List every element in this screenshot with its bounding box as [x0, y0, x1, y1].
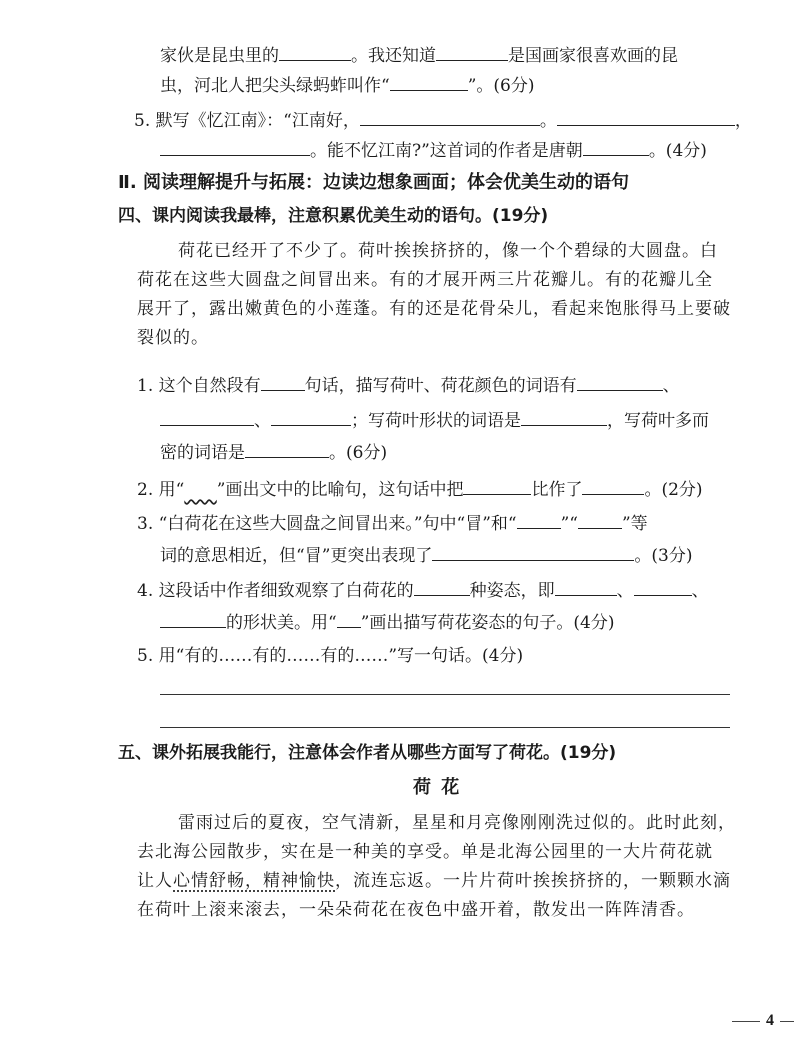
- text: 密的词语是: [160, 443, 245, 463]
- s4-q5: 5. 用“有的……有的……有的……”写一句话。(4分): [137, 646, 524, 666]
- answer-blank[interactable]: [432, 543, 634, 561]
- s4-q1-line-3: [160, 440, 387, 464]
- text: 。(4分): [648, 141, 707, 161]
- text: ”画出文中的比喻句，这句话中把: [216, 480, 464, 500]
- section-4-title: 四、课内阅读我最棒，注意积累优美生动的语句。(19分): [118, 206, 549, 226]
- q5-dictation-line-2: [160, 138, 707, 162]
- divider: [780, 1021, 794, 1022]
- answer-blank[interactable]: [578, 511, 622, 529]
- text: 、: [254, 411, 271, 431]
- answer-blank[interactable]: [414, 578, 470, 596]
- q4-cont-line-1: [160, 43, 678, 67]
- page-number: [726, 1012, 800, 1030]
- page-number-text: 4: [766, 1012, 774, 1029]
- text: 。(3分): [634, 546, 693, 566]
- text: 5. 默写《忆江南》：“江南好，: [134, 111, 360, 131]
- text: 比作了: [531, 480, 583, 500]
- text: 。(2分): [644, 480, 703, 500]
- text: 词的意思相近，但“冒”更突出表现了: [160, 546, 433, 566]
- passage-line: [137, 870, 731, 892]
- answer-blank[interactable]: [577, 373, 663, 391]
- text: 1. 这个自然段有: [137, 376, 261, 396]
- text: 。我还知道: [351, 46, 436, 66]
- text: 让人: [137, 871, 173, 891]
- dotted-underline-text: 心情舒畅，精神愉快: [173, 871, 335, 891]
- wavy-line-mark: [184, 480, 216, 500]
- s4-q1-line-2: [160, 408, 709, 432]
- answer-blank[interactable]: [360, 108, 540, 126]
- answer-blank[interactable]: [555, 578, 617, 596]
- answer-blank[interactable]: [261, 373, 305, 391]
- text: 是国画家很喜欢画的昆: [508, 46, 678, 66]
- text: ，流连忘返。一片片荷叶挨挨挤挤的，一颗颗水滴: [335, 871, 731, 891]
- answer-blank[interactable]: [390, 73, 468, 91]
- text: 3. “白荷花在这些大圆盘之间冒出来。”句中“冒”和“: [137, 514, 517, 534]
- s4-q4-line-1: [137, 578, 709, 602]
- text: 4. 这段话中作者细致观察了白荷花的: [137, 581, 414, 601]
- text: ”等: [621, 514, 648, 534]
- text: 。(6分): [329, 443, 388, 463]
- text: 。: [539, 111, 557, 131]
- passage-line: 雷雨过后的夏夜，空气清新，星星和月亮像刚刚洗过似的。此时此刻，: [178, 813, 736, 833]
- answer-blank[interactable]: [160, 138, 310, 156]
- text: ，: [734, 111, 752, 131]
- s4-q3-line-2: [160, 543, 692, 567]
- text: 、: [691, 581, 709, 601]
- s4-q3-line-1: [137, 511, 648, 535]
- answer-blank[interactable]: [271, 408, 351, 426]
- answer-blank[interactable]: [245, 440, 329, 458]
- s4-q4-line-2: [160, 610, 614, 634]
- answer-blank[interactable]: [521, 408, 607, 426]
- writing-line[interactable]: [160, 727, 730, 728]
- passage-line: 裂似的。: [137, 328, 209, 348]
- text: ”“: [560, 514, 578, 534]
- answer-blank[interactable]: [463, 477, 531, 495]
- answer-blank[interactable]: [160, 408, 254, 426]
- answer-blank[interactable]: [583, 138, 649, 156]
- text: 。能不忆江南?”这首词的作者是唐朝: [310, 141, 583, 161]
- passage-line: 在荷叶上滚来滚去，一朵朵荷花在夜色中盛开着，散发出一阵阵清香。: [137, 900, 695, 920]
- answer-blank[interactable]: [582, 477, 644, 495]
- text: 家伙是昆虫里的: [160, 46, 279, 66]
- text: ；写荷叶形状的词语是: [351, 411, 521, 431]
- answer-blank[interactable]: [557, 108, 735, 126]
- writing-line[interactable]: [160, 694, 730, 695]
- q4-cont-line-2: [160, 73, 534, 97]
- straight-line-mark: [337, 610, 361, 628]
- section-2-title: Ⅱ. 阅读理解提升与拓展：边读边想象画面；体会优美生动的语句: [118, 172, 629, 193]
- text: 2. 用“: [137, 480, 185, 500]
- text: 虫，河北人把尖头绿蚂蚱叫作“: [160, 76, 390, 96]
- answer-blank[interactable]: [160, 610, 226, 628]
- passage-line: 去北海公园散步，实在是一种美的享受。单是北海公园里的一大片荷花就: [137, 842, 713, 862]
- text: ”。(6分): [467, 76, 535, 96]
- passage-line: 荷花在这些大圆盘之间冒出来。有的才展开两三片花瓣儿。有的花瓣儿全: [137, 270, 713, 290]
- answer-blank[interactable]: [517, 511, 561, 529]
- answer-blank[interactable]: [279, 43, 351, 61]
- text: ，写荷叶多而: [607, 411, 709, 431]
- text: 、: [662, 376, 680, 396]
- section-5-title: 五、课外拓展我能行，注意体会作者从哪些方面写了荷花。(19分): [118, 743, 617, 763]
- answer-blank[interactable]: [634, 578, 692, 596]
- text: 句话，描写荷叶、荷花颜色的词语有: [304, 376, 577, 396]
- divider: [732, 1021, 760, 1022]
- answer-blank[interactable]: [436, 43, 508, 61]
- s4-q2: [137, 477, 703, 501]
- q5-dictation-line-1: [134, 108, 752, 132]
- text: 、: [616, 581, 634, 601]
- passage-line: 展开了，露出嫩黄色的小莲蓬。有的还是花骨朵儿，看起来饱胀得马上要破: [137, 299, 731, 319]
- passage-line: 荷花已经开了不少了。荷叶挨挨挤挤的，像一个个碧绿的大圆盘。白: [178, 241, 718, 261]
- s4-q1-line-1: [137, 373, 680, 397]
- text: 的形状美。用“: [226, 613, 337, 633]
- text: 种姿态，即: [469, 581, 555, 601]
- text: ”画出描写荷花姿态的句子。(4分): [360, 613, 615, 633]
- passage-title: 荷 花: [413, 777, 462, 798]
